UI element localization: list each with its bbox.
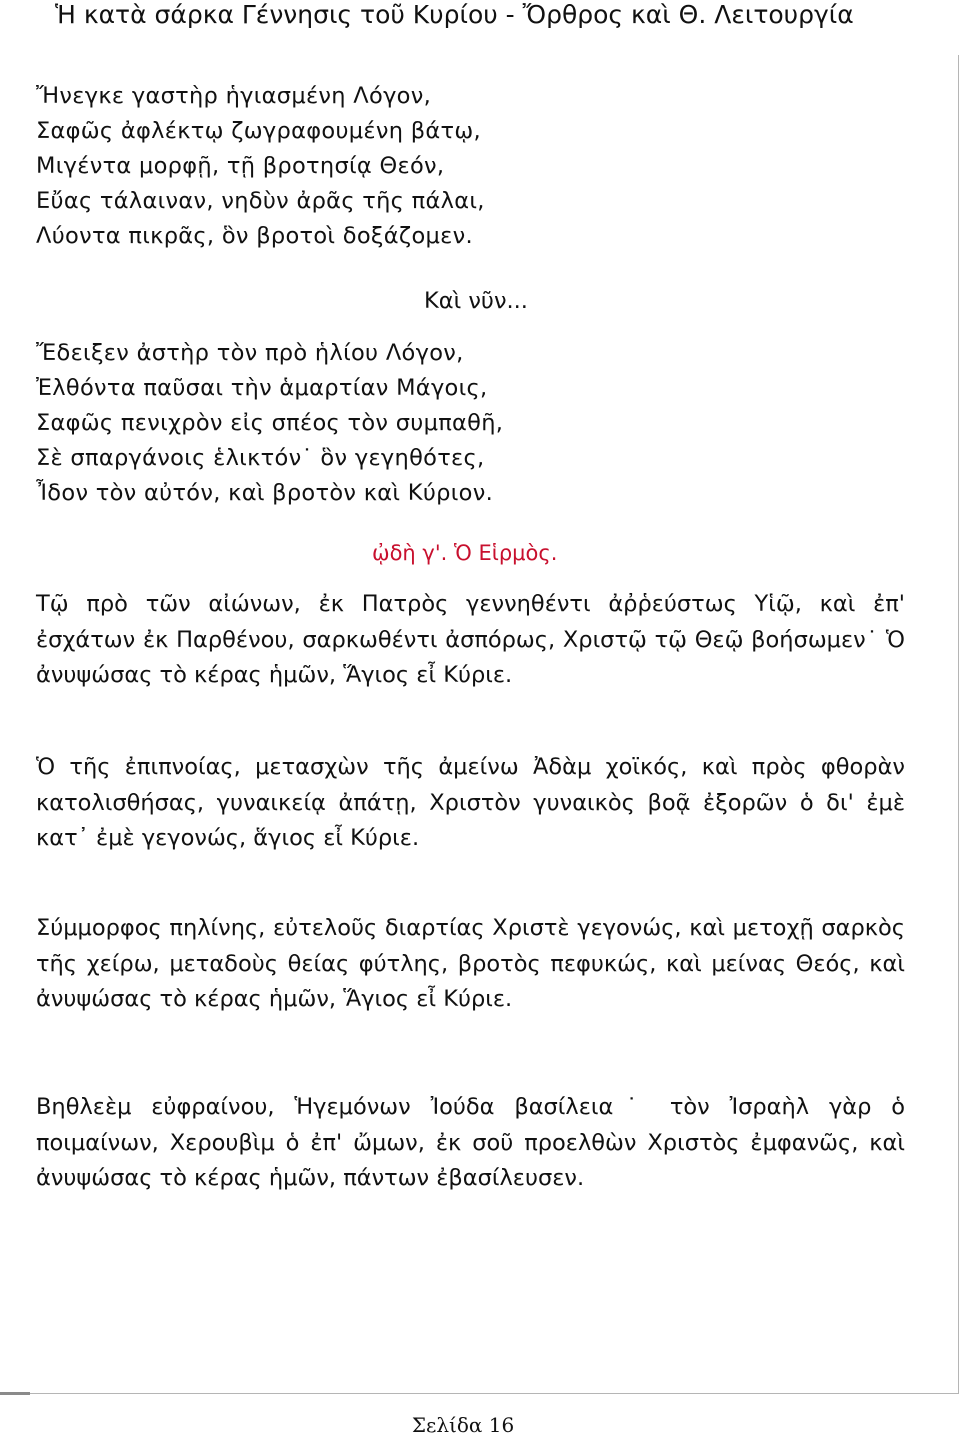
verse-block-1 — [36, 79, 485, 254]
verse-line: Σαφῶς ἀφλέκτῳ ζωγραφουμένη βάτῳ, — [36, 118, 481, 144]
kai-nyn-rubric: Καὶ νῦν... — [424, 288, 528, 314]
hymn-paragraph: Βηθλεὲμ εὐφραίνου, Ἡγεμόνων Ἰούδα βασίλεια˙ τὸν Ἰσραὴλ γὰρ ὁ ποιμαίνων, Χερουβὶμ ὁ ἐπ' ὤμων, ἐκ σοῦ προελθὼν Χριστὸς ἐμφανῶς, καὶ ἀνυψώσας τὸ κέρας ἡμῶν, πάντων ἐβασίλευσεν. — [36, 1094, 905, 1191]
verse-line: Ἐλθόντα παῦσαι τὴν ἁμαρτίαν Μάγοις, — [36, 375, 488, 401]
page-header-title: Ἡ κατὰ σάρκα Γέννησις τοῦ Κυρίου - Ὄρθρος καὶ Θ. Λειτουργία — [55, 0, 854, 29]
verse-line: Λύοντα πικρᾶς, ὃν βροτοὶ δοξάζομεν. — [36, 223, 473, 249]
page-corner-mark — [0, 1392, 30, 1395]
hymn-paragraph: Σύμμορφος πηλίνης, εὐτελοῦς διαρτίας Χριστὲ γεγονώς, καὶ μετοχῇ σαρκὸς τῆς χείρω, μεταδοὺς θείας φύτλης, βροτὸς πεφυκώς, καὶ μείνας Θεός, καὶ ἀνυψώσας τὸ κέρας ἡμῶν, Ἅγιος εἶ Κύριε. — [36, 915, 905, 1012]
verse-block-2 — [36, 336, 503, 511]
verse-line: Εὔας τάλαιναν, νηδὺν ἀρᾶς τῆς πάλαι, — [36, 188, 485, 214]
hymn-paragraph: Τῷ πρὸ τῶν αἰώνων, ἐκ Πατρὸς γεννηθέντι ἀῤῥεύστως Υἱῷ, καὶ ἐπ' ἐσχάτων ἐκ Παρθένου, σαρκωθέντι ἀσπόρως, Χριστῷ τῷ Θεῷ βοήσωμεν˙ Ὁ ἀνυψώσας τὸ κέρας ἡμῶν, Ἅγιος εἶ Κύριε. — [36, 591, 905, 688]
verse-line: Μιγέντα μορφῇ, τῇ βροτησίᾳ Θεόν, — [36, 153, 445, 179]
verse-line: Σὲ σπαργάνοις ἑλικτόν˙ ὃν γεγηθότες, — [36, 445, 485, 471]
verse-line: Ἤνεγκε γαστὴρ ἡγιασμένη Λόγον, — [36, 83, 432, 109]
page-number: Σελίδα 16 — [411, 1413, 515, 1437]
verse-line: Ἶδον τὸν αὐτόν, καὶ βροτὸν καὶ Κύριον. — [36, 480, 494, 506]
hymn-paragraph: Ὁ τῆς ἐπιπνοίας, μετασχὼν τῆς ἀμείνω Ἀδὰμ χοϊκός, καὶ πρὸς φθορὰν κατολισθήσας, γυναικείᾳ ἀπάτῃ, Χριστὸν γυναικὸς βοᾷ ἐξορῶν ὁ δι' ἐμὲ κατ᾽ ἐμὲ γεγονώς, ἅγιος εἶ Κύριε. — [36, 754, 905, 851]
ode-heading: ᾠδὴ γ'. Ὁ Εἱρμὸς. — [372, 541, 558, 565]
verse-line: Ἔδειξεν ἀστὴρ τὸν πρὸ ἡλίου Λόγον, — [36, 340, 464, 366]
verse-line: Σαφῶς πενιχρὸν εἰς σπέος τὸν συμπαθῆ, — [36, 410, 504, 436]
